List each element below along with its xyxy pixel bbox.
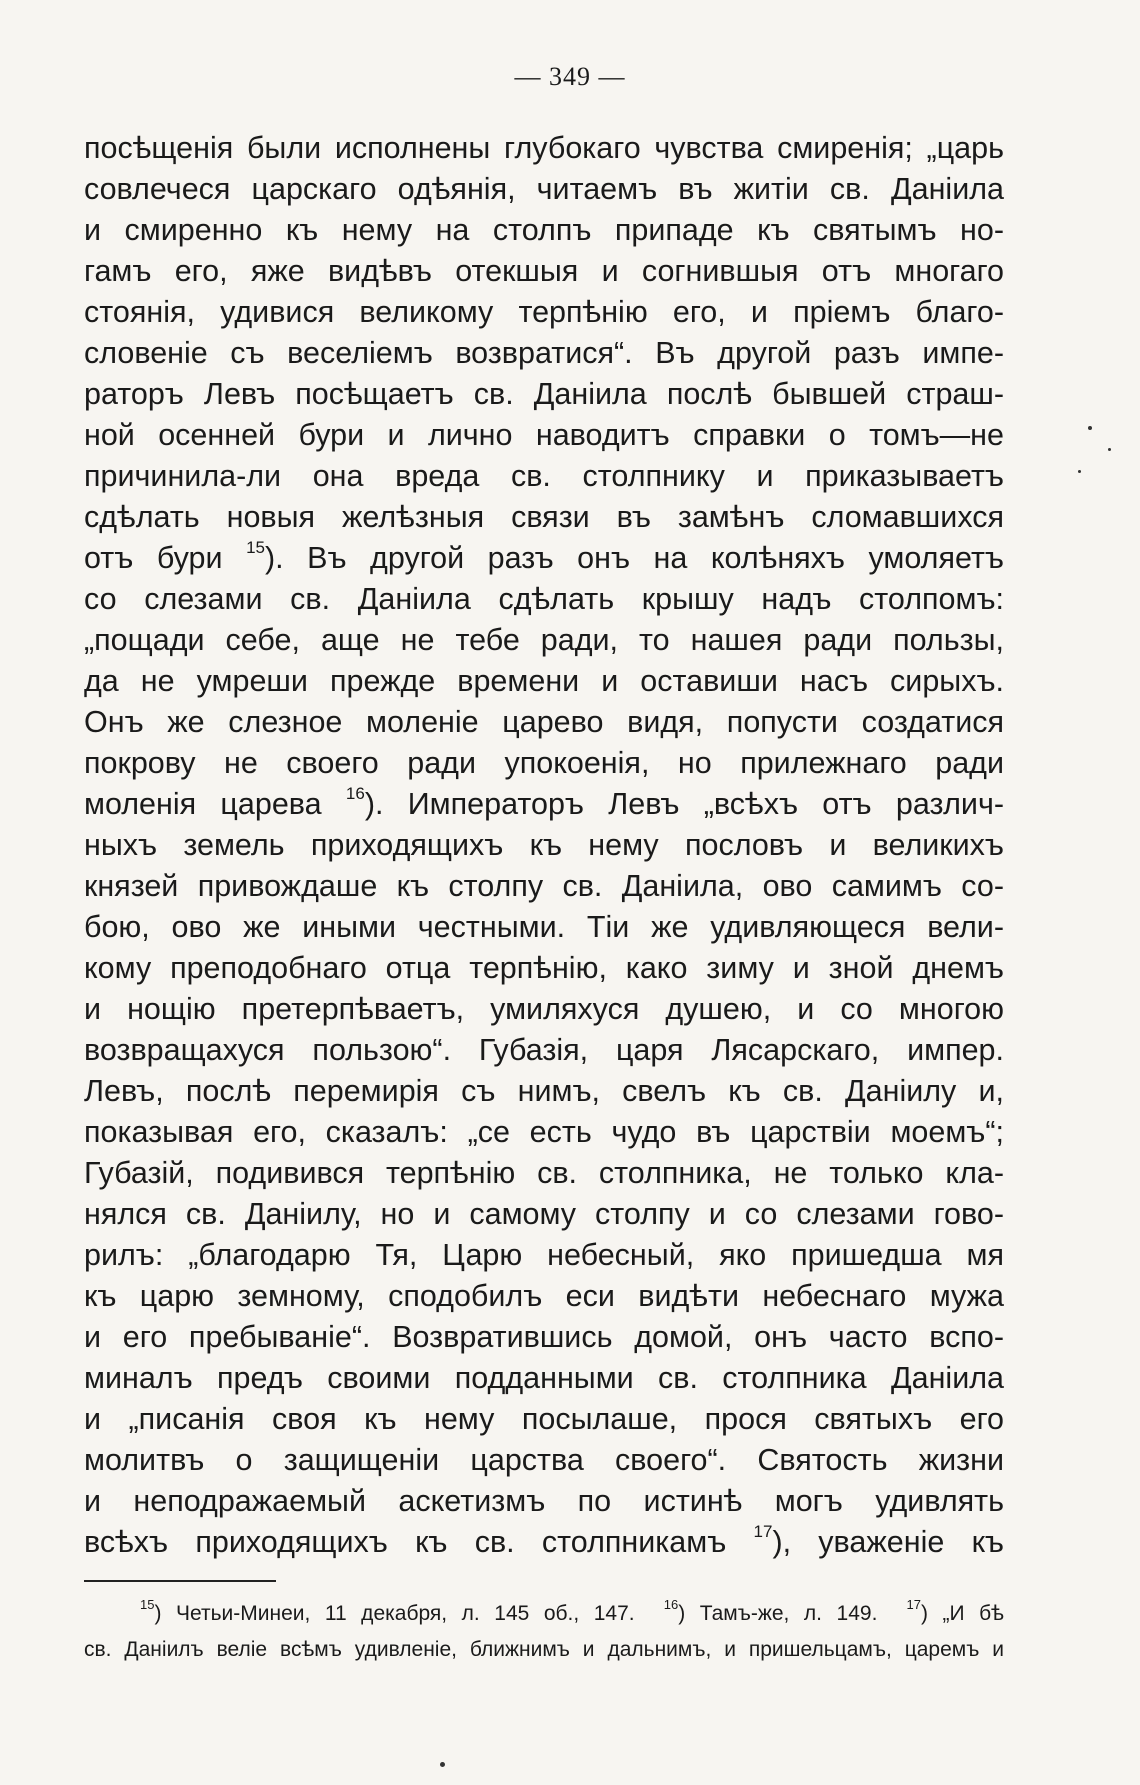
text-line: словеніе съ веселіемъ возвратися“. Въ другой разъ импе- — [84, 336, 1004, 370]
text-line: возвращахуся пользою“. Губазія, царя Лясарскаго, импер. — [84, 1033, 1004, 1067]
text-line: миналъ предъ своими подданными св. столпника Даніила — [84, 1361, 1004, 1395]
footnote-ref: 15 — [246, 537, 265, 557]
text-line: да не умреши прежде времени и оставиши насъ сирыхъ. — [84, 664, 1004, 698]
text-line: совлечеся царскаго одѣянія, читаемъ въ житіи св. Даніила — [84, 172, 1004, 206]
text-line: молитвъ о защищеніи царства своего“. Святость жизни — [84, 1443, 1004, 1477]
footnote-number: 17 — [906, 1597, 921, 1612]
footnote-line: $^{15}$) Четьи-Минеи, 11 декабря, л. 145 об., 147. $^{16}$) Тамъ-же, л. 149. $^{17}$) „И бѣ — [140, 1597, 1005, 1625]
text-line: со слезами св. Даніила сдѣлать крышу надъ столпомъ: — [84, 582, 1004, 616]
text-line: посѣщенія были исполнены глубокаго чувства смиренія; „царь — [84, 131, 1004, 165]
text-line: всѣхъ приходящихъ къ св. столпникамъ $^{17}$), уваженіе къ — [84, 1521, 1004, 1559]
text-line: ной осенней бури и лично наводитъ справки о томъ—не — [84, 418, 1004, 452]
text-line: бою, ово же иными честными. Тіи же удивляющеся вели- — [84, 910, 1004, 944]
text-line: Губазій, подивився терпѣнію св. столпника, не только кла- — [84, 1156, 1004, 1190]
text-line: стоянія, удивися великому терпѣнію его, и пріемъ благо- — [84, 295, 1004, 329]
text-line: кому преподобнаго отца терпѣнію, како зиму и зной днемъ — [84, 951, 1004, 985]
scan-speck — [1078, 470, 1081, 473]
text-line: отъ бури $^{15}$). Въ другой разъ онъ на колѣняхъ умоляетъ — [84, 537, 1004, 575]
footnote-line: св. Даніилъ веліе всѣмъ удивленіе, ближнимъ и дальнимъ, и пришельцамъ, царемъ и — [84, 1638, 1004, 1661]
text-line: Левъ, послѣ перемирія съ нимъ, свелъ къ св. Даніилу и, — [84, 1074, 1004, 1108]
text-line: князей привождаше къ столпу св. Даніила, ово самимъ со- — [84, 869, 1004, 903]
footnote-divider — [84, 1580, 276, 1582]
footnote-number: 16 — [663, 1597, 679, 1612]
text-line: ныхъ земель приходящихъ къ нему пословъ и великихъ — [84, 828, 1004, 862]
text-line: къ царю земному, сподобилъ еси видѣти небеснаго мужа — [84, 1279, 1004, 1313]
text-line: и нощію претерпѣваетъ, умиляхуся душею, и со многою — [84, 992, 1004, 1026]
text-line: гамъ его, яже видѣвъ отекшыя и согнившыя отъ многаго — [84, 254, 1004, 288]
text-line: и неподражаемый аскетизмъ по истинѣ могъ удивлять — [84, 1484, 1004, 1518]
footnote-ref: 17 — [753, 1521, 773, 1541]
text-line: раторъ Левъ посѣщаетъ св. Даніила послѣ бывшей страш- — [84, 377, 1004, 411]
text-line: показывая его, сказалъ: „се есть чудо въ царствіи моемъ“; — [84, 1115, 1004, 1149]
scan-speck — [1088, 426, 1092, 430]
text-line: покрову не своего ради упокоенія, но прилежнаго ради — [84, 746, 1004, 780]
text-line: и смиренно къ нему на столпъ припаде къ святымъ но- — [84, 213, 1004, 247]
footnotes — [84, 1596, 1005, 1668]
page-number: — 349 — — [514, 62, 626, 91]
text-line: моленія царева $^{16}$). Императоръ Левъ „всѣхъ отъ различ- — [84, 783, 1005, 821]
footnote-number: 15 — [140, 1597, 155, 1612]
text-line: Онъ же слезное моленіе царево видя, попусти создатися — [84, 705, 1004, 739]
text-line: рилъ: „благодарю Тя, Царю небесный, яко пришедша мя — [84, 1238, 1004, 1272]
scan-speck — [1108, 448, 1111, 451]
text-line: „пощади себе, аще не тебе ради, то нашея ради пользы, — [84, 623, 1004, 657]
text-line: сдѣлать новыя желѣзныя связи въ замѣнъ сломавшихся — [84, 500, 1004, 534]
footnote-ref: 16 — [345, 783, 365, 803]
text-line: и его пребываніе“. Возвратившись домой, онъ часто вспо- — [84, 1320, 1004, 1354]
text-line: нялся св. Даніилу, но и самому столпу и со слезами гово- — [84, 1197, 1004, 1231]
body-text — [84, 128, 1004, 1563]
text-line: причинила-ли она вреда св. столпнику и приказываетъ — [84, 459, 1004, 493]
text-line: и „писанія своя къ нему посылаше, прося святыхъ его — [84, 1402, 1004, 1436]
scan-speck — [440, 1762, 445, 1767]
